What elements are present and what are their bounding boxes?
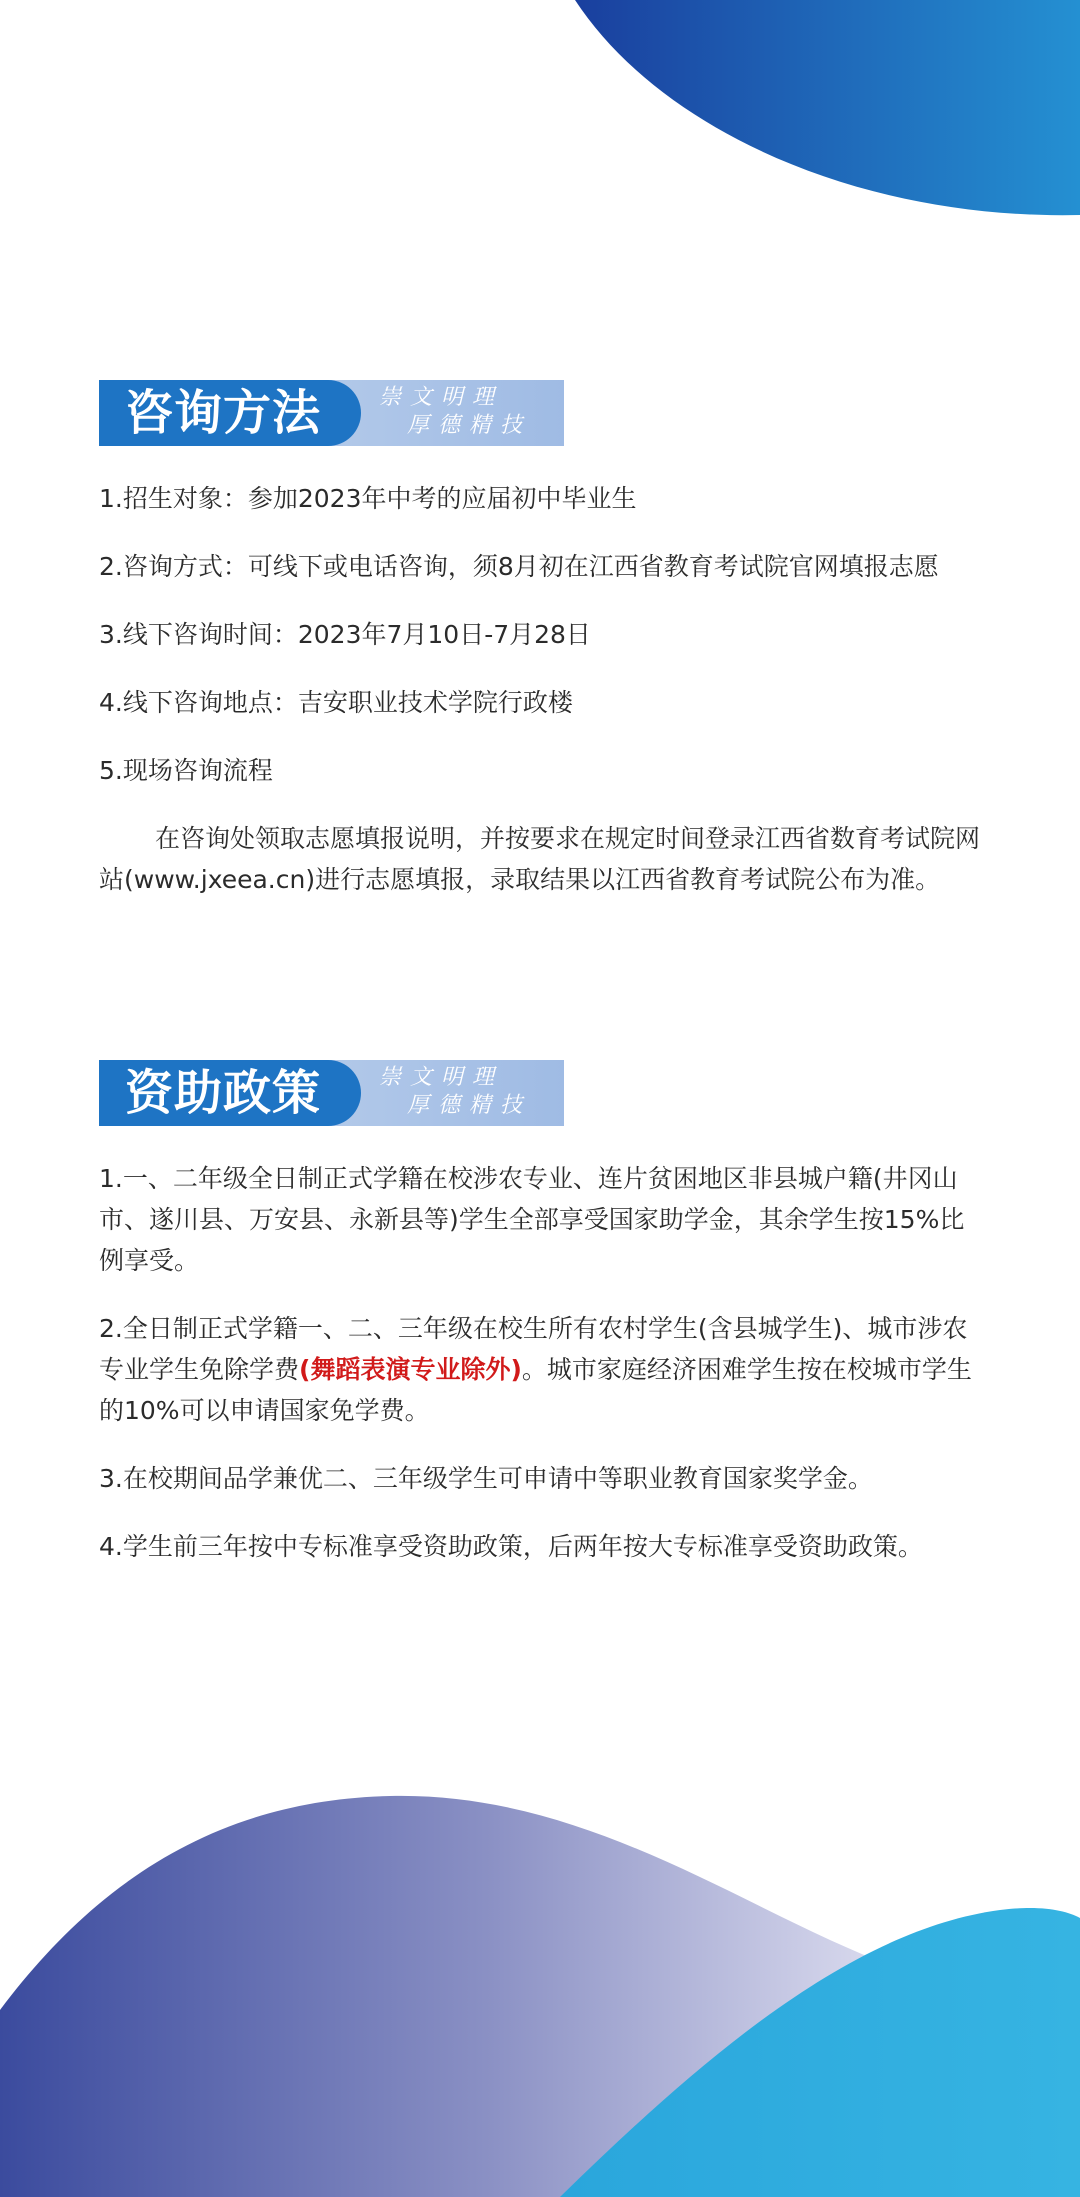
aid-item-3: 3.在校期间品学兼优二、三年级学生可申请中等职业教育国家奖学金。 bbox=[99, 1464, 873, 1493]
aid-title: 资助政策 bbox=[125, 1065, 322, 1121]
consult-process-text: 在咨询处领取志愿填报说明，并按要求在规定时间登录江西省数育考试院网站(www.jxeea.cn)进行志愿填报，录取结果以江西省教育考试院公布为准。 bbox=[99, 824, 981, 894]
consult-item-1: 1.招生对象：参加2023年中考的应届初中毕业生 bbox=[99, 484, 637, 513]
consult-title: 咨询方法 bbox=[125, 385, 322, 441]
consult-item-2: 2.咨询方式：可线下或电话咨询，须8月初在江西省教育考试院官网填报志愿 bbox=[99, 552, 939, 581]
school-motto bbox=[379, 384, 559, 440]
consult-item-5: 5.现场咨询流程 bbox=[99, 756, 273, 785]
consult-item-3: 3.线下咨询时间：2023年7月10日-7月28日 bbox=[99, 620, 591, 649]
aid-section-header bbox=[99, 1060, 564, 1126]
aid-item-2-exception: (舞蹈表演专业除外) bbox=[299, 1355, 522, 1384]
top-right-wave bbox=[575, 0, 1080, 215]
consult-section-header bbox=[99, 380, 564, 446]
motto-line-2: 厚德精技 bbox=[407, 413, 532, 438]
motto-line-1: 崇文明理 bbox=[379, 385, 504, 410]
aid-item-4: 4.学生前三年按中专标准享受资助政策，后两年按大专标准享受资助政策。 bbox=[99, 1532, 923, 1561]
aid-item-1: 1.一、二年级全日制正式学籍在校涉农专业、连片贫困地区非县城户籍(井冈山市、遂川县、万安县、永新县等)学生全部享受国家助学金，其余学生按15%比例享受。 bbox=[99, 1164, 965, 1275]
consult-item-4: 4.线下咨询地点：吉安职业技术学院行政楼 bbox=[99, 688, 573, 717]
school-motto bbox=[379, 1064, 559, 1120]
aid-item-2 bbox=[99, 1308, 984, 1431]
aid-item-2-text: 2.全日制正式学籍一、二、三年级在校生所有农村学生(含县城学生)、城市涉农专业学生免除学费 bbox=[99, 1314, 968, 1384]
aid-item-2-text-after: 。城市家庭经济困难学生按在校城市学生的10%可以申请国家免学费。 bbox=[99, 1355, 972, 1425]
motto-line-1: 崇文明理 bbox=[379, 1065, 504, 1090]
motto-line-2: 厚德精技 bbox=[407, 1093, 532, 1118]
